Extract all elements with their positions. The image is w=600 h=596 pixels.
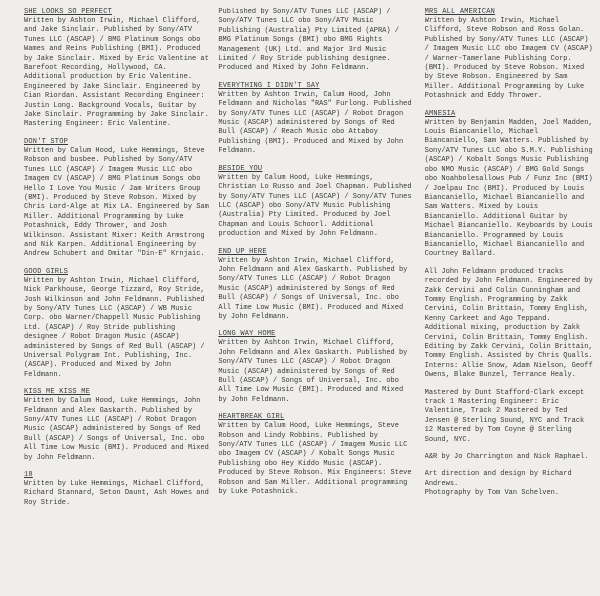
credit-section [218,165,413,240]
credit-section-continued [218,8,413,74]
credit-text: Written by Calum Hood, Luke Hemmings, John Feldmann and Alex Gaskarth. Published by Sony/ATV Tunes LLC (ASCAP) / Robot Dragon Music (ASCAP) administered by Songs of Red Bull (ASCAP) / Songs of Universal, Inc. obo All Time Low Music (BMI). Produced and Mixed by John Feldmann. [24,397,209,462]
credit-text: Written by Ashton Irwin, Michael Clifford, Nick Parkhouse, George Tizzard, Roy Stride, Josh Wilkinson and John Feldmann. Published by Sony/ATV Tunes LLC (ASCAP) / WB Music Corp. obo Warner/Chappell Music Publishing Ltd. (ASCAP) / Roy Stride publishing designee / Robot Dragon Music (ASCAP) administered by Songs of Red Bull (ASCAP) / Universal Polygram Int. Publishing, Inc. (ASCAP). Produced and Mixed by John Feldmann. [24,276,205,379]
credit-text: Published by Sony/ATV Tunes LLC (ASCAP) / Sony/ATV Tunes LLC obo Sony/ATV Music Publishing (Australia) Pty Limited (APRA) / BMG Platinum Songs (BMI) obo BMG Rights Management (UK) Ltd. and Major 3rd Music Limited / Roy Stride publishing designee. Produced and Mixed by John Feldmann. [218,8,399,73]
production-credits [425,268,594,381]
credit-text: Written by Benjamin Madden, Joel Madden, Louis Biancaniello, Michael Biancaniello, Sam Watters. Published by Sony/ATV Tunes LLC obo S.M.Y. Publishing (ASCAP) / Kobalt Songs Music Publishing obo NMO Music (ASCAP) / BMG Gold Songs obo Noahbolesallows Pub / Funz Inc (BMI) / Joelpau Inc (BMI). Produced by Louis Biancaniello, Michael Biancaniello and Sam Watters. Mixed by Louis Biancaniello. Additional Guitar by Michael Biancaniello. Keyboards by Louis Biancaniello. Programmed by Louis Biancaniello, Michael Biancaniello and Courtney Ballard. [424,118,593,259]
column-2 [218,8,413,596]
credit-text: Art direction and design by Richard Andrews. Photography by Tom Van Schelven. [424,470,572,498]
credit-text: Mastered by Dunt Stafford-Clark except track 1 Mastering Engineer: Eric Valentine, Track 2 Mastered by Ted Jensen @ Sterling Sound, NYC and Track 12 Mastered by Tom Coyne @ Sterling Sound, NYC. [424,388,585,444]
credit-section [24,388,209,463]
credit-text: A&R by Jo Charrington and Nick Raphael. [424,453,589,462]
song-title: BESIDE YOU [218,164,263,173]
song-title: AMNESIA [424,109,456,118]
anr-credits [425,453,594,462]
song-title: MRS ALL AMERICAN [424,8,496,16]
credit-section [24,268,209,380]
song-title: 18 [24,471,33,480]
credit-text: Written by Calum Hood, Luke Hemmings, Steve Robson and Lindy Robbins. Published by Sony/ATV Tunes LLC (ASCAP) / Imagem Music LLC obo Imagem CV (ASCAP) / Kobalt Songs Music Publishing obo Hey Kiddo Music (ASCAP). Produced by Steve Robson. Mix Engineers: Steve Robson and Sam Miller. Additional programming by Luke Potashnick. [218,422,412,497]
song-title: GOOD GIRLS [24,267,69,276]
song-title: KISS ME KISS ME [24,388,91,397]
song-title: END UP HERE [218,247,267,256]
credit-section [218,330,413,405]
credit-text: Written by Ashton Irwin, Michael Clifford, and Jake Sinclair. Published by Sony/ATV Tunes LLC (ASCAP) / BMG Platinum Songs obo Wames and Reins Publishing (BMI). Produced by Jake Sinclair. Mixed by Eric Valentine at Barefoot Recording, Hollywood, CA. Additional production by Eric Valentine. Engineered by Jake Sinclair. Engineered by Cian Riordan. Assistant Recording Engineer: Justin Long. Background Vocals, Guitar by Jake Sinclair. Programming by Jake Sinclair. Mastering Engineer: Eric Valentine. [24,17,209,129]
credit-text: All John Feldmann produced tracks recorded by John Feldmann. Engineered by Zakk Cervini and Colin Cunningham and Tommy English. Programming by Zakk Cervini, Colin Brittain, Tommy English, Kenny Carkeet and Ago Teppand. Additional mixing, production by Zakk Cervini, Colin Brittain, Tommy English. Editing by Zakk Cervini, Colin Brittain, Tommy English. Assisted by Chris Qualls. Interns: Allie Snow, Adam Nielson, Geoff Owens, Blake Bunzel, Terrance Healy. [424,267,593,380]
credit-section [218,82,413,157]
credit-text: Written by Ashton Irwin, Michael Clifford, John Feldmann and Alex Gaskarth. Published by Sony/ATV Tunes LLC (ASCAP) / Robot Dragon Music (ASCAP) administered by Songs of Red Bull (ASCAP) / Songs of Universal, Inc. obo All Time Low Music (BMI). Produced and Mixed by John Feldmann. [218,256,408,321]
credit-text: Written by Ashton Irwin, Michael Clifford, John Feldmann and Alex Gaskarth. Published by Sony/ATV Tunes LLC (ASCAP) / Robot Dragon Music (ASCAP) administered by Songs of Red Bull (ASCAP) / Songs of Universal, Inc. obo All Time Low Music (BMI). Produced and Mixed by John Feldmann. [218,339,408,404]
song-title: LONG WAY HOME [218,330,276,339]
credit-section [218,413,413,497]
credit-text: Written by Calum Hood, Luke Hemmings, Steve Robson and busbee. Published by Sony/ATV Tunes LLC (ASCAP) / Imagem Music LLC obo Imagem CV (ASCAP) / BMG Platinum Songs obo Hello I Love You Music / Jam Writers Group (BMI). Produced by Steve Robson. Mixed by Chris Lord-Alge at Mix LA. Engineered by Sam Miller. Additional Programming by Luke Potashnick, Eddy Thrower, and Josh Wilkinson. Assistant Mixer: Keith Armstrong and Nik Karpen. Additional Engineering by Andrew Schubert and Dmitar "Din-E" Krnjaic. [24,146,209,259]
credit-section [24,138,209,260]
song-title: SHE LOOKS SO PERFECT [24,8,113,16]
credit-section [425,110,594,260]
credit-text: Written by Calum Hood, Luke Hemmings, Christian Lo Russo and Joel Chapman. Published by Sony/ATV Tunes LLC (ASCAP) / Sony/ATV Tunes LLC (ASCAP) obo Sony/ATV Music Publishing (Australia) Pty Limited. Produced by Joel Chapman and Louis Schoorl. Additional production and Mixed by John Feldmann. [218,173,412,239]
credit-section [24,8,209,130]
column-3 [425,8,594,596]
credit-section [425,8,594,102]
art-credits [425,470,594,498]
mastering-credits [425,389,594,445]
column-1 [24,8,209,596]
credit-section [24,471,209,508]
credit-section [218,248,413,323]
credit-text: Written by Ashton Irwin, Calum Hood, John Feldmann and Nicholas "RAS" Furlong. Published by Sony/ATV Tunes LLC (ASCAP) / Robot Dragon Music (ASCAP) administered by Songs of Red Bull (ASCAP) / Reach Music obo Attaboy Publishing (BMI). Produced and Mixed by John Feldmann. [218,90,412,156]
song-title: DON'T STOP [24,137,69,146]
credit-text: Written by Luke Hemmings, Michael Clifford, Richard Stannard, Seton Daunt, Ash Howes and Roy Stride. [24,480,209,507]
song-title: EVERYTHING I DIDN'T SAY [218,81,320,90]
song-title: HEARTBREAK GIRL [218,413,285,422]
credit-text: Written by Ashton Irwin, Michael Clifford, Steve Robson and Ross Golan. Published by Sony/ATV Tunes LLC (ASCAP) / Imagem Music LLC obo Imagem CV (ASCAP) / Warner-Tamerlane Publishing Corp. (BMI). Produced by Steve Robson. Mixed by Steve Robson. Engineered by Sam Miller. Additional Programming by Luke Potashnick and Eddy Thrower. [424,17,593,101]
